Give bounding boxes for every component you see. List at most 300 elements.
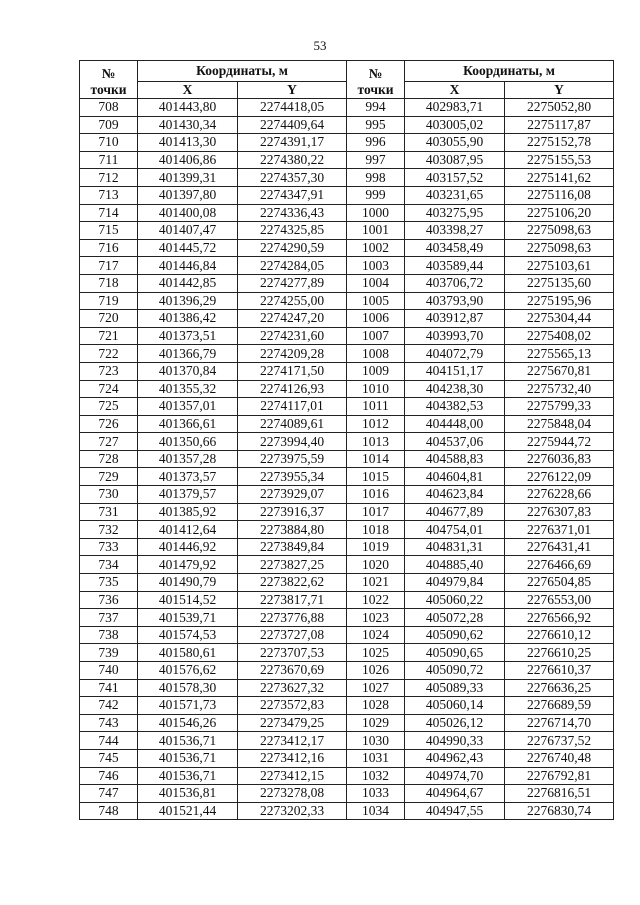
y-coordinate-cell: 2274277,89 xyxy=(238,274,347,292)
x-coordinate-cell: 401578,30 xyxy=(138,679,238,697)
point-number-cell: 712 xyxy=(80,169,138,187)
point-number-cell: 740 xyxy=(80,662,138,680)
point-number-cell: 710 xyxy=(80,134,138,152)
y-coordinate-cell: 2273817,71 xyxy=(238,591,347,609)
x-coordinate-cell: 401479,92 xyxy=(138,556,238,574)
point-number-cell: 736 xyxy=(80,591,138,609)
point-number-cell: 745 xyxy=(80,749,138,767)
y-coordinate-cell: 2273479,25 xyxy=(238,714,347,732)
y-coordinate-cell: 2273929,07 xyxy=(238,486,347,504)
x-coordinate-cell: 401397,80 xyxy=(138,186,238,204)
table-row xyxy=(80,503,614,521)
y-coordinate-cell: 2274336,43 xyxy=(238,204,347,222)
x-coordinate-cell: 404754,01 xyxy=(405,521,505,539)
point-number-cell: 1023 xyxy=(347,609,405,627)
y-coordinate-cell: 2274409,64 xyxy=(238,116,347,134)
table-row xyxy=(80,310,614,328)
table-row xyxy=(80,574,614,592)
point-number-cell: 730 xyxy=(80,486,138,504)
table-row xyxy=(80,345,614,363)
point-number-cell: 715 xyxy=(80,222,138,240)
y-coordinate-cell: 2276431,41 xyxy=(505,538,614,556)
table-row xyxy=(80,468,614,486)
point-number-cell: 1014 xyxy=(347,450,405,468)
table-row xyxy=(80,802,614,820)
y-coordinate-cell: 2273776,88 xyxy=(238,609,347,627)
point-number-cell: 723 xyxy=(80,362,138,380)
point-number-cell: 746 xyxy=(80,767,138,785)
table-row xyxy=(80,732,614,750)
point-number-cell: 733 xyxy=(80,538,138,556)
table-row xyxy=(80,186,614,204)
y-coordinate-cell: 2275670,81 xyxy=(505,362,614,380)
y-coordinate-cell: 2274255,00 xyxy=(238,292,347,310)
x-coordinate-cell: 405090,65 xyxy=(405,644,505,662)
x-coordinate-cell: 401386,42 xyxy=(138,310,238,328)
y-coordinate-cell: 2274290,59 xyxy=(238,239,347,257)
y-coordinate-cell: 2276466,69 xyxy=(505,556,614,574)
page-number: 53 xyxy=(313,38,327,53)
point-number-cell: 1033 xyxy=(347,785,405,803)
y-coordinate-cell: 2276307,83 xyxy=(505,503,614,521)
x-coordinate-cell: 404623,84 xyxy=(405,486,505,504)
point-number-cell: 739 xyxy=(80,644,138,662)
y-coordinate-cell: 2275944,72 xyxy=(505,433,614,451)
x-coordinate-cell: 403055,90 xyxy=(405,134,505,152)
y-coordinate-cell: 2273727,08 xyxy=(238,626,347,644)
point-number-cell: 1031 xyxy=(347,749,405,767)
coordinates-header-left: Координаты, м xyxy=(138,61,347,82)
y-coordinate-cell: 2275408,02 xyxy=(505,327,614,345)
y-coordinate-cell: 2275117,87 xyxy=(505,116,614,134)
y-coordinate-cell: 2275848,04 xyxy=(505,415,614,433)
x-coordinate-cell: 401430,34 xyxy=(138,116,238,134)
y-coordinate-cell: 2276610,37 xyxy=(505,662,614,680)
y-coordinate-cell: 2275565,13 xyxy=(505,345,614,363)
table-header xyxy=(80,61,614,99)
x-coordinate-cell: 405089,33 xyxy=(405,679,505,697)
y-coordinate-cell: 2274089,61 xyxy=(238,415,347,433)
table-row xyxy=(80,169,614,187)
table-row xyxy=(80,662,614,680)
x-coordinate-cell: 401521,44 xyxy=(138,802,238,820)
point-number-cell: 999 xyxy=(347,186,405,204)
x-coordinate-cell: 401366,79 xyxy=(138,345,238,363)
y-coordinate-cell: 2273202,33 xyxy=(238,802,347,820)
x-coordinate-cell: 404947,55 xyxy=(405,802,505,820)
point-number-cell: 1024 xyxy=(347,626,405,644)
x-coordinate-cell: 401445,72 xyxy=(138,239,238,257)
point-number-cell: 711 xyxy=(80,151,138,169)
y-coordinate-cell: 2275304,44 xyxy=(505,310,614,328)
x-coordinate-cell: 405090,62 xyxy=(405,626,505,644)
point-number-cell: 1027 xyxy=(347,679,405,697)
y-coordinate-cell: 2274247,20 xyxy=(238,310,347,328)
point-number-cell: 717 xyxy=(80,257,138,275)
x-coordinate-cell: 401536,71 xyxy=(138,732,238,750)
point-number-cell: 1022 xyxy=(347,591,405,609)
x-coordinate-cell: 401355,32 xyxy=(138,380,238,398)
x-coordinate-cell: 403589,44 xyxy=(405,257,505,275)
table-row xyxy=(80,380,614,398)
x-coordinate-cell: 401366,61 xyxy=(138,415,238,433)
point-number-cell: 722 xyxy=(80,345,138,363)
table-row xyxy=(80,609,614,627)
table-row xyxy=(80,785,614,803)
y-coordinate-cell: 2275141,62 xyxy=(505,169,614,187)
point-label-right: точки xyxy=(347,82,405,99)
point-number-cell: 731 xyxy=(80,503,138,521)
point-number-cell: 742 xyxy=(80,697,138,715)
y-coordinate-cell: 2273670,69 xyxy=(238,662,347,680)
y-coordinate-cell: 2274126,93 xyxy=(238,380,347,398)
y-coordinate-cell: 2273884,80 xyxy=(238,521,347,539)
point-number-cell: 744 xyxy=(80,732,138,750)
x-coordinate-cell: 401385,92 xyxy=(138,503,238,521)
y-coordinate-cell: 2274284,05 xyxy=(238,257,347,275)
x-coordinate-cell: 401580,61 xyxy=(138,644,238,662)
x-coordinate-cell: 403793,90 xyxy=(405,292,505,310)
y-coordinate-cell: 2273572,83 xyxy=(238,697,347,715)
table-row xyxy=(80,134,614,152)
point-number-cell: 1028 xyxy=(347,697,405,715)
table-row xyxy=(80,697,614,715)
y-coordinate-cell: 2274391,17 xyxy=(238,134,347,152)
y-coordinate-cell: 2276816,51 xyxy=(505,785,614,803)
point-number-cell: 728 xyxy=(80,450,138,468)
x-coordinate-cell: 404238,30 xyxy=(405,380,505,398)
table-row xyxy=(80,644,614,662)
y-coordinate-cell: 2274231,60 xyxy=(238,327,347,345)
x-coordinate-cell: 401379,57 xyxy=(138,486,238,504)
y-coordinate-cell: 2276036,83 xyxy=(505,450,614,468)
x-coordinate-cell: 401490,79 xyxy=(138,574,238,592)
x-coordinate-cell: 401396,29 xyxy=(138,292,238,310)
table-row xyxy=(80,222,614,240)
point-number-cell: 720 xyxy=(80,310,138,328)
x-coordinate-cell: 404604,81 xyxy=(405,468,505,486)
point-number-cell: 1002 xyxy=(347,239,405,257)
point-number-cell: 1021 xyxy=(347,574,405,592)
x-coordinate-cell: 403231,65 xyxy=(405,186,505,204)
point-number-cell: 1034 xyxy=(347,802,405,820)
y-coordinate-cell: 2275098,63 xyxy=(505,222,614,240)
x-coordinate-cell: 401446,84 xyxy=(138,257,238,275)
point-number-cell: 997 xyxy=(347,151,405,169)
x-coordinate-cell: 401370,84 xyxy=(138,362,238,380)
point-number-cell: 1009 xyxy=(347,362,405,380)
x-coordinate-cell: 401407,47 xyxy=(138,222,238,240)
point-number-cell: 1004 xyxy=(347,274,405,292)
table-row xyxy=(80,151,614,169)
y-coordinate-cell: 2273916,37 xyxy=(238,503,347,521)
x-coordinate-cell: 404151,17 xyxy=(405,362,505,380)
table-row xyxy=(80,714,614,732)
table-row xyxy=(80,626,614,644)
x-coordinate-cell: 405060,14 xyxy=(405,697,505,715)
point-number-cell: 996 xyxy=(347,134,405,152)
x-coordinate-cell: 405026,12 xyxy=(405,714,505,732)
x-coordinate-cell: 404964,67 xyxy=(405,785,505,803)
y-coordinate-cell: 2273412,16 xyxy=(238,749,347,767)
y-coordinate-cell: 2275052,80 xyxy=(505,99,614,117)
point-number-cell: 1011 xyxy=(347,398,405,416)
y-coordinate-cell: 2273412,15 xyxy=(238,767,347,785)
x-coordinate-cell: 404677,89 xyxy=(405,503,505,521)
x-coordinate-cell: 405090,72 xyxy=(405,662,505,680)
point-number-cell: 741 xyxy=(80,679,138,697)
x-coordinate-cell: 401357,01 xyxy=(138,398,238,416)
x-coordinate-cell: 403157,52 xyxy=(405,169,505,187)
x-header-right: X xyxy=(405,82,505,99)
x-coordinate-cell: 405060,22 xyxy=(405,591,505,609)
x-coordinate-cell: 401406,86 xyxy=(138,151,238,169)
x-coordinate-cell: 403706,72 xyxy=(405,274,505,292)
x-coordinate-cell: 401357,28 xyxy=(138,450,238,468)
y-coordinate-cell: 2275106,20 xyxy=(505,204,614,222)
y-coordinate-cell: 2273955,34 xyxy=(238,468,347,486)
x-coordinate-cell: 404588,83 xyxy=(405,450,505,468)
table-row xyxy=(80,327,614,345)
x-header-left: X xyxy=(138,82,238,99)
y-coordinate-cell: 2274325,85 xyxy=(238,222,347,240)
x-coordinate-cell: 401413,30 xyxy=(138,134,238,152)
y-coordinate-cell: 2276636,25 xyxy=(505,679,614,697)
table-row xyxy=(80,767,614,785)
y-coordinate-cell: 2275103,61 xyxy=(505,257,614,275)
point-number-cell: 1000 xyxy=(347,204,405,222)
point-number-cell: 713 xyxy=(80,186,138,204)
table-row xyxy=(80,450,614,468)
point-number-cell: 738 xyxy=(80,626,138,644)
table-body xyxy=(80,99,614,820)
y-coordinate-cell: 2274171,50 xyxy=(238,362,347,380)
table-row xyxy=(80,556,614,574)
y-coordinate-cell: 2276566,92 xyxy=(505,609,614,627)
y-coordinate-cell: 2275195,96 xyxy=(505,292,614,310)
table-row xyxy=(80,591,614,609)
table-row xyxy=(80,116,614,134)
coordinates-table xyxy=(79,60,614,820)
table-row xyxy=(80,362,614,380)
x-coordinate-cell: 403398,27 xyxy=(405,222,505,240)
x-coordinate-cell: 401576,62 xyxy=(138,662,238,680)
x-coordinate-cell: 404448,00 xyxy=(405,415,505,433)
point-number-cell: 1018 xyxy=(347,521,405,539)
y-header-right: Y xyxy=(505,82,614,99)
point-number-cell: 726 xyxy=(80,415,138,433)
point-number-cell: 1007 xyxy=(347,327,405,345)
table-row xyxy=(80,749,614,767)
x-coordinate-cell: 404885,40 xyxy=(405,556,505,574)
y-coordinate-cell: 2275116,08 xyxy=(505,186,614,204)
table-row xyxy=(80,679,614,697)
point-number-cell: 724 xyxy=(80,380,138,398)
table-row xyxy=(80,99,614,117)
point-number-cell: 716 xyxy=(80,239,138,257)
table-row xyxy=(80,292,614,310)
x-coordinate-cell: 401546,26 xyxy=(138,714,238,732)
point-label-left: точки xyxy=(80,82,138,99)
y-coordinate-cell: 2273994,40 xyxy=(238,433,347,451)
y-coordinate-cell: 2276689,59 xyxy=(505,697,614,715)
x-coordinate-cell: 403005,02 xyxy=(405,116,505,134)
x-coordinate-cell: 401539,71 xyxy=(138,609,238,627)
point-number-cell: 748 xyxy=(80,802,138,820)
y-coordinate-cell: 2274347,91 xyxy=(238,186,347,204)
x-coordinate-cell: 401443,80 xyxy=(138,99,238,117)
y-coordinate-cell: 2273849,84 xyxy=(238,538,347,556)
x-coordinate-cell: 403993,70 xyxy=(405,327,505,345)
x-coordinate-cell: 404962,43 xyxy=(405,749,505,767)
x-coordinate-cell: 401571,73 xyxy=(138,697,238,715)
y-coordinate-cell: 2276504,85 xyxy=(505,574,614,592)
point-number-cell: 1015 xyxy=(347,468,405,486)
point-number-cell: 729 xyxy=(80,468,138,486)
x-coordinate-cell: 404537,06 xyxy=(405,433,505,451)
point-number-cell: 1006 xyxy=(347,310,405,328)
point-number-cell: 737 xyxy=(80,609,138,627)
point-number-cell: 1005 xyxy=(347,292,405,310)
point-number-cell: 1003 xyxy=(347,257,405,275)
y-coordinate-cell: 2276714,70 xyxy=(505,714,614,732)
y-coordinate-cell: 2276610,12 xyxy=(505,626,614,644)
table-row xyxy=(80,257,614,275)
point-number-cell: 998 xyxy=(347,169,405,187)
x-coordinate-cell: 401574,53 xyxy=(138,626,238,644)
x-coordinate-cell: 404990,33 xyxy=(405,732,505,750)
x-coordinate-cell: 404974,70 xyxy=(405,767,505,785)
point-number-cell: 1019 xyxy=(347,538,405,556)
x-coordinate-cell: 403458,49 xyxy=(405,239,505,257)
point-number-cell: 1030 xyxy=(347,732,405,750)
x-coordinate-cell: 404831,31 xyxy=(405,538,505,556)
y-coordinate-cell: 2274117,01 xyxy=(238,398,347,416)
point-number-cell: 1001 xyxy=(347,222,405,240)
y-coordinate-cell: 2273412,17 xyxy=(238,732,347,750)
point-number-cell: 995 xyxy=(347,116,405,134)
y-coordinate-cell: 2275155,53 xyxy=(505,151,614,169)
point-number-cell: 734 xyxy=(80,556,138,574)
table-row xyxy=(80,398,614,416)
table-row xyxy=(80,204,614,222)
y-coordinate-cell: 2276122,09 xyxy=(505,468,614,486)
y-coordinate-cell: 2276830,74 xyxy=(505,802,614,820)
point-number-cell: 1025 xyxy=(347,644,405,662)
x-coordinate-cell: 405072,28 xyxy=(405,609,505,627)
x-coordinate-cell: 402983,71 xyxy=(405,99,505,117)
y-coordinate-cell: 2275732,40 xyxy=(505,380,614,398)
point-number-cell: 708 xyxy=(80,99,138,117)
point-number-cell: 1032 xyxy=(347,767,405,785)
table-row xyxy=(80,486,614,504)
table-row xyxy=(80,433,614,451)
point-number-cell: 725 xyxy=(80,398,138,416)
point-number-cell: 1026 xyxy=(347,662,405,680)
x-coordinate-cell: 401536,71 xyxy=(138,767,238,785)
table-row xyxy=(80,239,614,257)
y-coordinate-cell: 2275098,63 xyxy=(505,239,614,257)
point-number-cell: 1020 xyxy=(347,556,405,574)
y-coordinate-cell: 2274380,22 xyxy=(238,151,347,169)
x-coordinate-cell: 401536,71 xyxy=(138,749,238,767)
point-number-cell: 1012 xyxy=(347,415,405,433)
y-coordinate-cell: 2273278,08 xyxy=(238,785,347,803)
point-number-cell: 718 xyxy=(80,274,138,292)
x-coordinate-cell: 404382,53 xyxy=(405,398,505,416)
x-coordinate-cell: 404979,84 xyxy=(405,574,505,592)
point-number-cell: 1017 xyxy=(347,503,405,521)
point-number-header-right: № xyxy=(347,61,405,82)
y-coordinate-cell: 2273975,59 xyxy=(238,450,347,468)
x-coordinate-cell: 404072,79 xyxy=(405,345,505,363)
point-number-cell: 735 xyxy=(80,574,138,592)
y-coordinate-cell: 2274209,28 xyxy=(238,345,347,363)
x-coordinate-cell: 401514,52 xyxy=(138,591,238,609)
table-row xyxy=(80,521,614,539)
x-coordinate-cell: 401536,81 xyxy=(138,785,238,803)
x-coordinate-cell: 401446,92 xyxy=(138,538,238,556)
point-number-cell: 1008 xyxy=(347,345,405,363)
y-coordinate-cell: 2276371,01 xyxy=(505,521,614,539)
y-coordinate-cell: 2276228,66 xyxy=(505,486,614,504)
y-coordinate-cell: 2275152,78 xyxy=(505,134,614,152)
y-coordinate-cell: 2276737,52 xyxy=(505,732,614,750)
point-number-cell: 727 xyxy=(80,433,138,451)
x-coordinate-cell: 401350,66 xyxy=(138,433,238,451)
y-coordinate-cell: 2274357,30 xyxy=(238,169,347,187)
point-number-cell: 1010 xyxy=(347,380,405,398)
y-coordinate-cell: 2276610,25 xyxy=(505,644,614,662)
y-coordinate-cell: 2276740,48 xyxy=(505,749,614,767)
y-coordinate-cell: 2273822,62 xyxy=(238,574,347,592)
x-coordinate-cell: 401412,64 xyxy=(138,521,238,539)
y-coordinate-cell: 2276792,81 xyxy=(505,767,614,785)
x-coordinate-cell: 403087,95 xyxy=(405,151,505,169)
x-coordinate-cell: 401400,08 xyxy=(138,204,238,222)
y-coordinate-cell: 2273827,25 xyxy=(238,556,347,574)
x-coordinate-cell: 401442,85 xyxy=(138,274,238,292)
table-row xyxy=(80,415,614,433)
x-coordinate-cell: 401373,51 xyxy=(138,327,238,345)
coordinates-header-right: Координаты, м xyxy=(405,61,614,82)
x-coordinate-cell: 403275,95 xyxy=(405,204,505,222)
point-number-cell: 994 xyxy=(347,99,405,117)
point-number-cell: 1013 xyxy=(347,433,405,451)
point-number-cell: 719 xyxy=(80,292,138,310)
y-coordinate-cell: 2275135,60 xyxy=(505,274,614,292)
y-coordinate-cell: 2274418,05 xyxy=(238,99,347,117)
point-number-cell: 714 xyxy=(80,204,138,222)
y-coordinate-cell: 2275799,33 xyxy=(505,398,614,416)
point-number-cell: 721 xyxy=(80,327,138,345)
x-coordinate-cell: 401373,57 xyxy=(138,468,238,486)
point-number-cell: 732 xyxy=(80,521,138,539)
point-number-cell: 747 xyxy=(80,785,138,803)
point-number-cell: 743 xyxy=(80,714,138,732)
x-coordinate-cell: 403912,87 xyxy=(405,310,505,328)
table-row xyxy=(80,274,614,292)
y-coordinate-cell: 2273707,53 xyxy=(238,644,347,662)
x-coordinate-cell: 401399,31 xyxy=(138,169,238,187)
point-number-cell: 1016 xyxy=(347,486,405,504)
point-number-header-left: № xyxy=(80,61,138,82)
y-header-left: Y xyxy=(238,82,347,99)
y-coordinate-cell: 2273627,32 xyxy=(238,679,347,697)
point-number-cell: 1029 xyxy=(347,714,405,732)
point-number-cell: 709 xyxy=(80,116,138,134)
y-coordinate-cell: 2276553,00 xyxy=(505,591,614,609)
